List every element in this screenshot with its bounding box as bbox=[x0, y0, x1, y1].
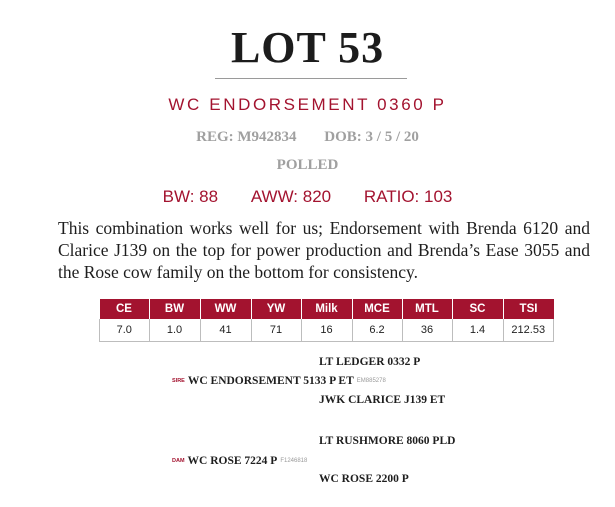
sire-registration: EM885278 bbox=[356, 378, 386, 385]
title-divider bbox=[215, 78, 407, 79]
epd-value-milk: 16 bbox=[301, 319, 352, 342]
epd-header-mtl: MTL bbox=[402, 299, 452, 319]
epd-header-milk: Milk bbox=[301, 299, 352, 319]
epd-value-ww: 41 bbox=[200, 319, 251, 342]
epd-value-mce: 6.2 bbox=[352, 319, 402, 342]
pedigree-dam bbox=[172, 455, 307, 467]
pedigree-sire bbox=[172, 375, 386, 387]
epd-header-ww: WW bbox=[200, 299, 251, 319]
dam-name: WC ROSE 7224 P bbox=[187, 455, 278, 467]
headline-epds bbox=[0, 187, 615, 207]
sire-tag: SIRE bbox=[172, 378, 185, 385]
epd-header-bw: BW bbox=[149, 299, 200, 319]
pedigree-dam-dam: WC ROSE 2200 P bbox=[319, 473, 409, 485]
pedigree-dam-sire: LT RUSHMORE 8060 PLD bbox=[319, 435, 456, 447]
dam-registration: F1246818 bbox=[280, 458, 308, 465]
ratio: RATIO: 103 bbox=[363, 187, 453, 206]
pedigree-sire-dam: JWK CLARICE J139 ET bbox=[319, 394, 446, 406]
sire-name: WC ENDORSEMENT 5133 P ET bbox=[187, 375, 354, 387]
epd-value-yw: 71 bbox=[251, 319, 301, 342]
epd-value-bw: 1.0 bbox=[149, 319, 200, 342]
epd-value-sc: 1.4 bbox=[452, 319, 503, 342]
adjusted-weaning-weight: AWW: 820 bbox=[250, 187, 332, 206]
lot-description: This combination works well for us; Endorsement with Brenda 6120 and Clarice J139 on the top for power production and Brenda’s Ease 3055 and the Rose cow family on the bottom for consistency. bbox=[58, 218, 590, 282]
epd-value-row bbox=[100, 319, 554, 342]
epd-value-ce: 7.0 bbox=[100, 319, 150, 342]
epd-value-tsi: 212.53 bbox=[503, 319, 554, 342]
epd-header-yw: YW bbox=[251, 299, 301, 319]
epd-header-sc: SC bbox=[452, 299, 503, 319]
date-of-birth: DOB: 3 / 5 / 20 bbox=[324, 129, 419, 145]
epd-header-ce: CE bbox=[100, 299, 150, 319]
epd-header-mce: MCE bbox=[352, 299, 402, 319]
birth-weight: BW: 88 bbox=[162, 187, 219, 206]
registration-number: REG: M942834 bbox=[196, 129, 297, 145]
animal-name: WC ENDORSEMENT 0360 P bbox=[168, 95, 447, 114]
epd-header-row bbox=[100, 299, 554, 319]
epd-header-tsi: TSI bbox=[503, 299, 554, 319]
epd-table bbox=[99, 299, 554, 342]
registration-line bbox=[0, 129, 615, 146]
polled-label: POLLED bbox=[276, 157, 339, 173]
pedigree-sire-sire: LT LEDGER 0332 P bbox=[319, 356, 421, 368]
dam-tag: DAM bbox=[172, 458, 185, 465]
lot-title: LOT 53 bbox=[230, 23, 385, 72]
epd-value-mtl: 36 bbox=[402, 319, 452, 342]
